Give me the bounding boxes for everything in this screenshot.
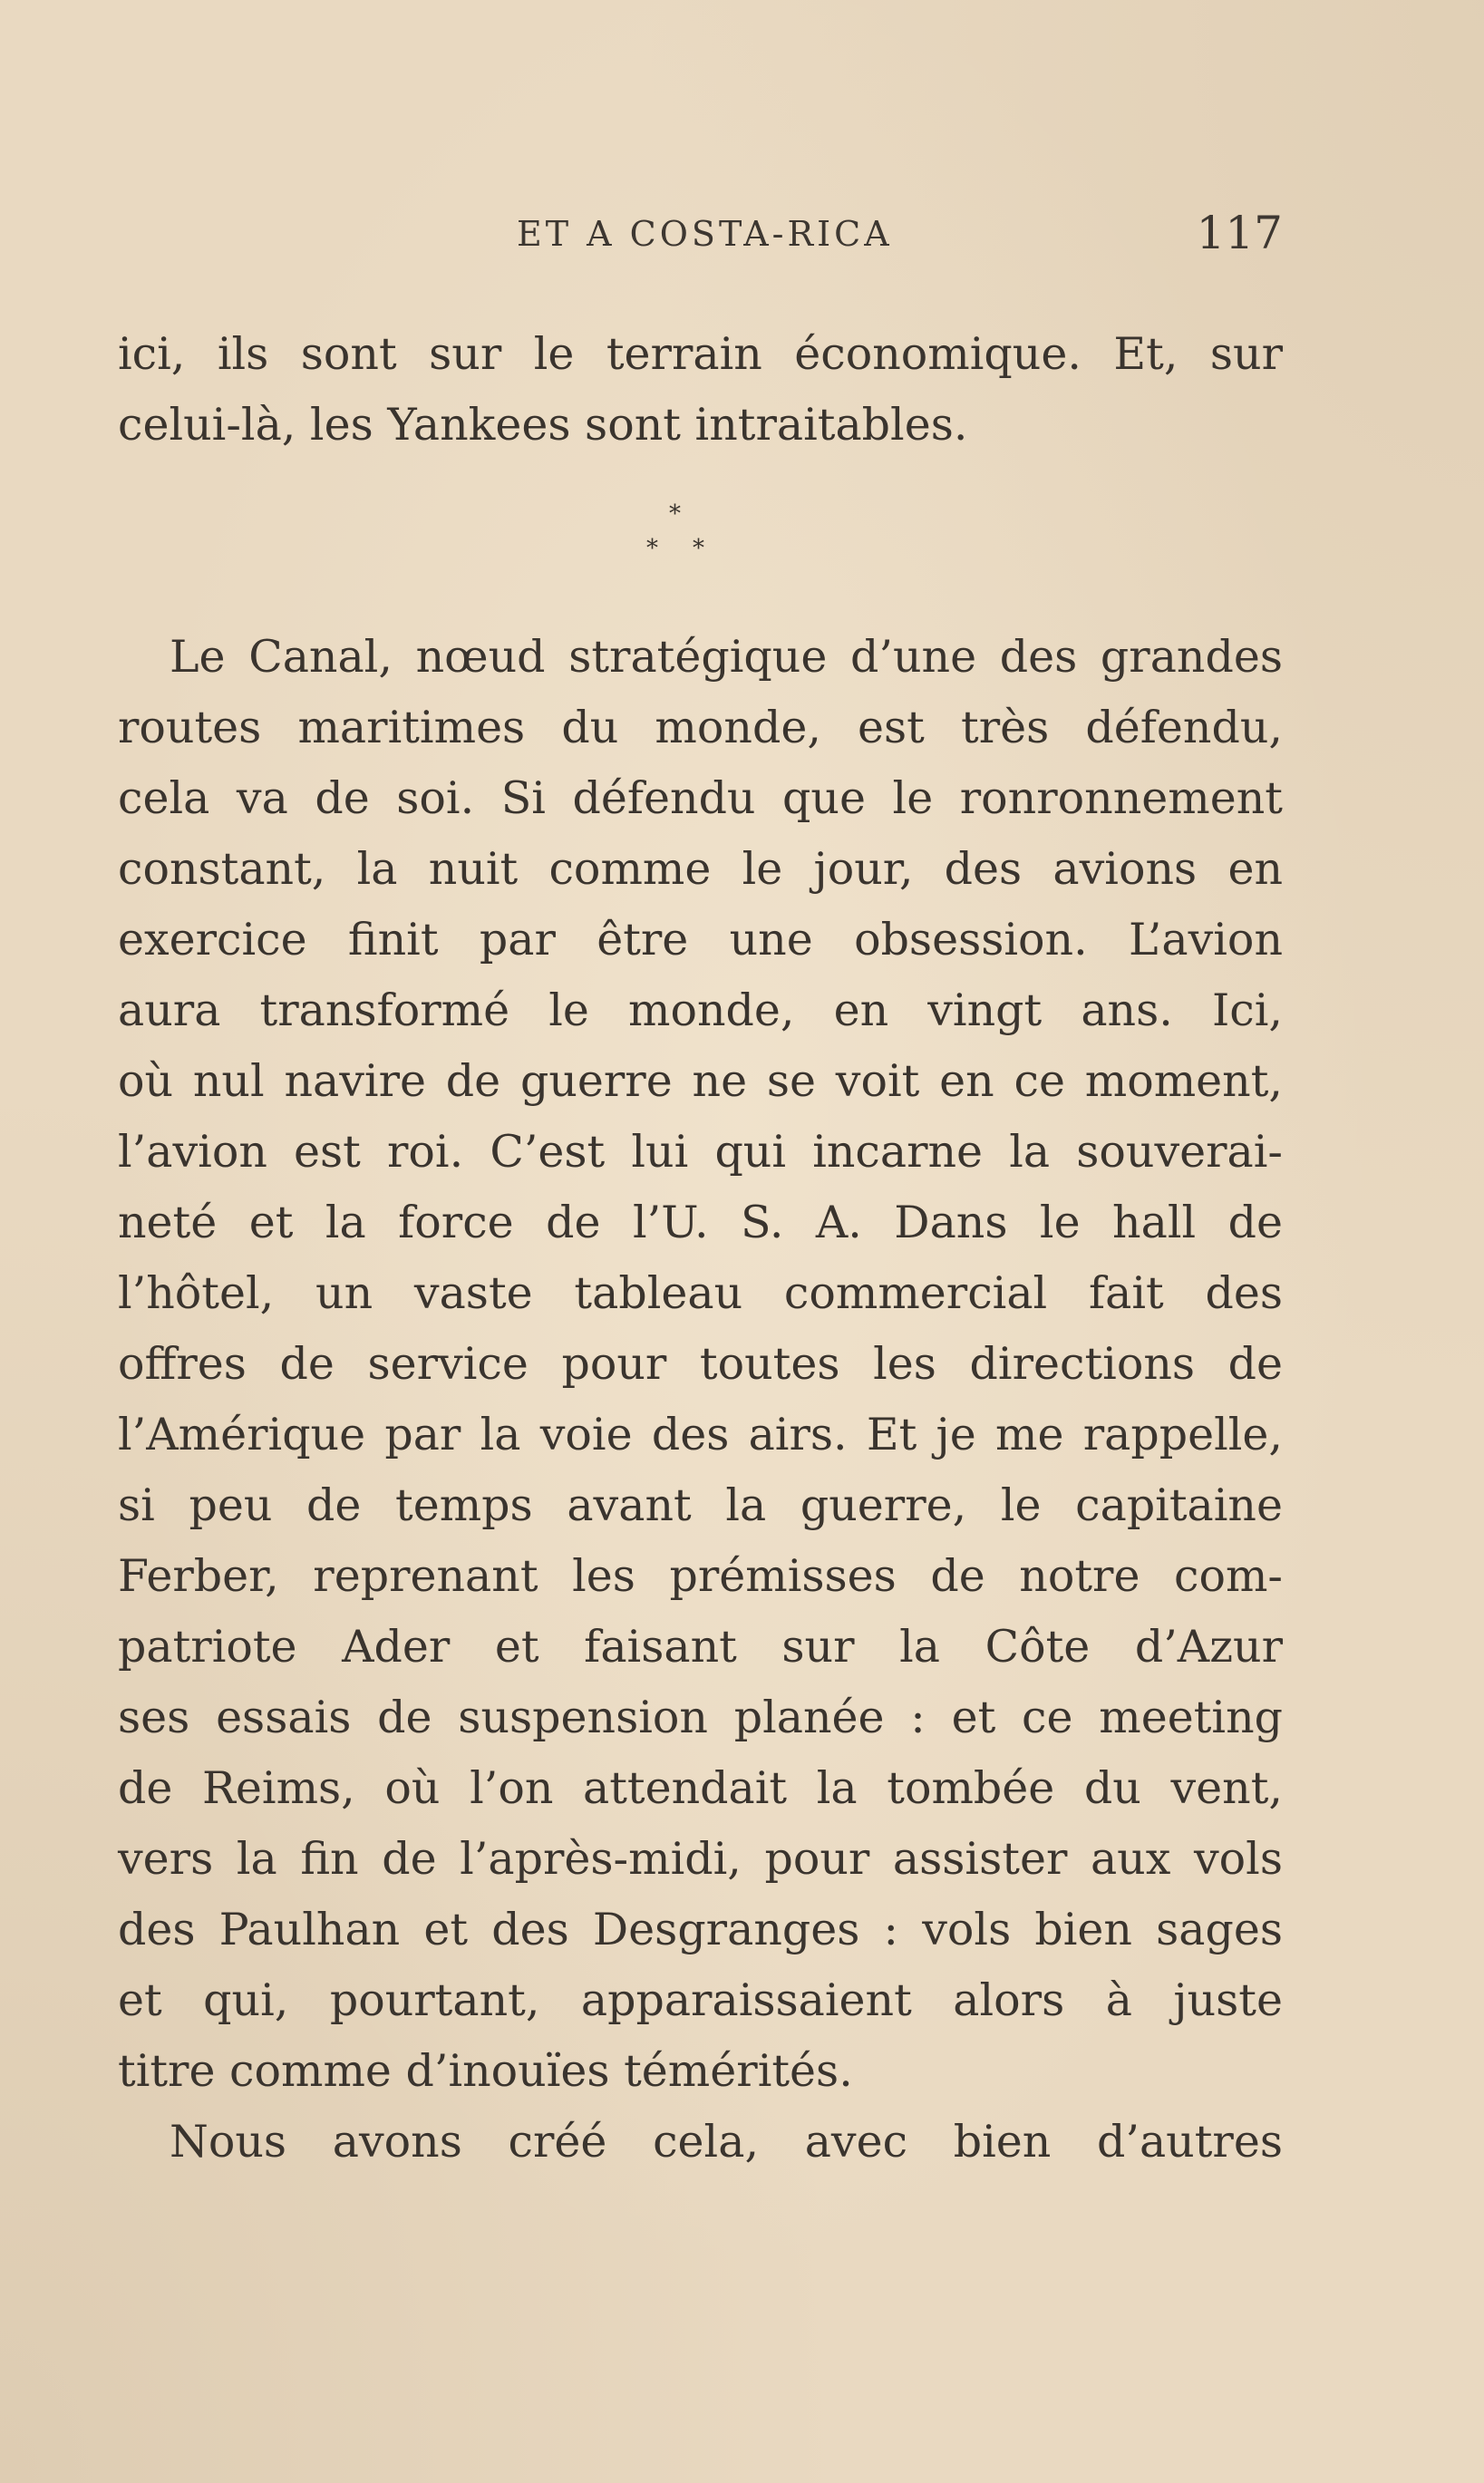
text-line: patriote Ader et faisant sur la Côte d’Azur bbox=[118, 1621, 1283, 1673]
asterism-star: * bbox=[669, 500, 681, 528]
text-line: cela va de soi. Si défendu que le ronronnement bbox=[118, 772, 1283, 824]
running-title: ET A COSTA-RICA bbox=[517, 214, 893, 254]
text-line: l’avion est roi. C’est lui qui incarne la souverai- bbox=[118, 1126, 1283, 1178]
text-line: l’hôtel, un vaste tableau commercial fait des bbox=[118, 1267, 1283, 1319]
asterism-star: * bbox=[646, 535, 658, 562]
text-line: si peu de temps avant la guerre, le capitaine bbox=[118, 1479, 1283, 1531]
text-line: routes maritimes du monde, est très défendu, bbox=[118, 702, 1283, 753]
paragraph bbox=[118, 622, 1283, 2107]
paragraph bbox=[118, 319, 1283, 461]
section-break-asterism bbox=[118, 461, 1283, 622]
text-line: celui-là, les Yankees sont intraitables. bbox=[118, 399, 968, 451]
paragraph bbox=[118, 2107, 1283, 2177]
text-line: aura transformé le monde, en vingt ans. Ici, bbox=[118, 984, 1283, 1036]
text-line: et qui, pourtant, apparaissaient alors à juste bbox=[118, 1974, 1283, 2026]
text-line: constant, la nuit comme le jour, des avions en bbox=[118, 843, 1283, 895]
text-line: neté et la force de l’U. S. A. Dans le hall de bbox=[118, 1197, 1283, 1248]
body-text bbox=[118, 319, 1283, 2177]
running-header bbox=[118, 207, 1283, 261]
text-line: où nul navire de guerre ne se voit en ce moment, bbox=[118, 1055, 1283, 1107]
text-line: Le Canal, nœud stratégique d’une des grandes bbox=[170, 631, 1283, 683]
text-line: vers la fin de l’après-midi, pour assister aux vols bbox=[118, 1833, 1283, 1885]
text-line: de Reims, où l’on attendait la tombée du vent, bbox=[118, 1762, 1283, 1814]
text-line: Ferber, reprenant les prémisses de notre com- bbox=[118, 1550, 1283, 1602]
text-line: titre comme d’inouïes témérités. bbox=[118, 2045, 853, 2097]
text-line: Nous avons créé cela, avec bien d’autres bbox=[170, 2116, 1283, 2168]
text-line: offres de service pour toutes les directions de bbox=[118, 1338, 1283, 1390]
text-line: ici, ils sont sur le terrain économique. Et, sur bbox=[118, 328, 1283, 380]
text-line: des Paulhan et des Desgranges : vols bien sages bbox=[118, 1904, 1283, 1955]
page-number: 117 bbox=[1196, 207, 1283, 259]
text-line: exercice finit par être une obsession. L’avion bbox=[118, 914, 1283, 965]
text-line: ses essais de suspension planée : et ce meeting bbox=[118, 1692, 1283, 1743]
asterism-star: * bbox=[693, 535, 704, 562]
text-line: l’Amérique par la voie des airs. Et je me rappelle, bbox=[118, 1409, 1283, 1460]
